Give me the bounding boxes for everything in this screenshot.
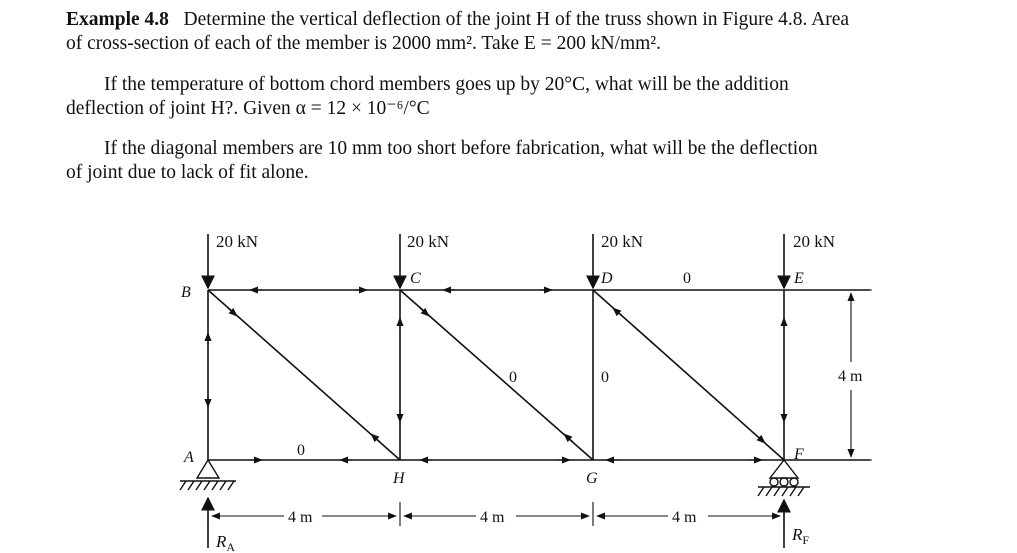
p2-line2: deflection of joint H?. Given α = 12 × 10⁻⁶/°C (66, 98, 430, 119)
applied-loads (208, 234, 784, 288)
p1-line2: of cross-section of each of the member is 2000 mm². Take E = 200 kN/mm². (66, 33, 661, 54)
load-label-C: 20 kN (407, 232, 450, 251)
p3-line2: of joint due to lack of fit alone. (66, 162, 309, 183)
joint-label-C: C (410, 270, 421, 287)
load-label-E: 20 kN (793, 232, 836, 251)
reaction-label-F: $R_F$ (792, 525, 810, 547)
p2-line1-text: If the temperature of bottom chord members goes up by 20°C, what will be the addition (104, 74, 789, 95)
load-label-B: 20 kN (216, 232, 259, 251)
load-label-D: 20 kN (601, 232, 644, 251)
reaction-label-A: $R_A$ (216, 532, 236, 553)
zero-force-DG: 0 (601, 369, 609, 386)
joint-label-E: E (794, 270, 804, 287)
joint-label-F: F (794, 446, 804, 463)
arrow-DF-1 (613, 308, 622, 316)
arrow-DF-2 (756, 435, 765, 443)
zero-force-CG: 0 (509, 369, 517, 386)
span-label-2: 4 m (480, 509, 505, 526)
span-label-1: 4 m (288, 509, 313, 526)
example-label: Example 4.8 (66, 9, 169, 30)
zero-force-AH: 0 (297, 442, 305, 459)
joint-label-A: A (184, 449, 194, 466)
arrow-BH-2 (371, 434, 380, 442)
p3-line1-text: If the diagonal members are 10 mm too short before fabrication, what will be the deflection (104, 138, 818, 159)
support-F (758, 460, 810, 496)
joint-label-B: B (181, 284, 191, 301)
joint-label-G: G (586, 470, 598, 487)
joint-label-H: H (393, 470, 405, 487)
p1-line1-text: Determine the vertical deflection of the joint H of the truss shown in Figure 4.8. Area (183, 9, 850, 30)
arrow-CG-1 (420, 308, 429, 316)
span-label-3: 4 m (672, 509, 697, 526)
arrow-BH-1 (228, 308, 237, 316)
height-label: 4 m (838, 368, 863, 385)
arrow-CG-2 (564, 434, 573, 442)
zero-force-DE: 0 (683, 270, 691, 287)
joint-label-D: D (601, 270, 613, 287)
truss-members (208, 290, 870, 460)
